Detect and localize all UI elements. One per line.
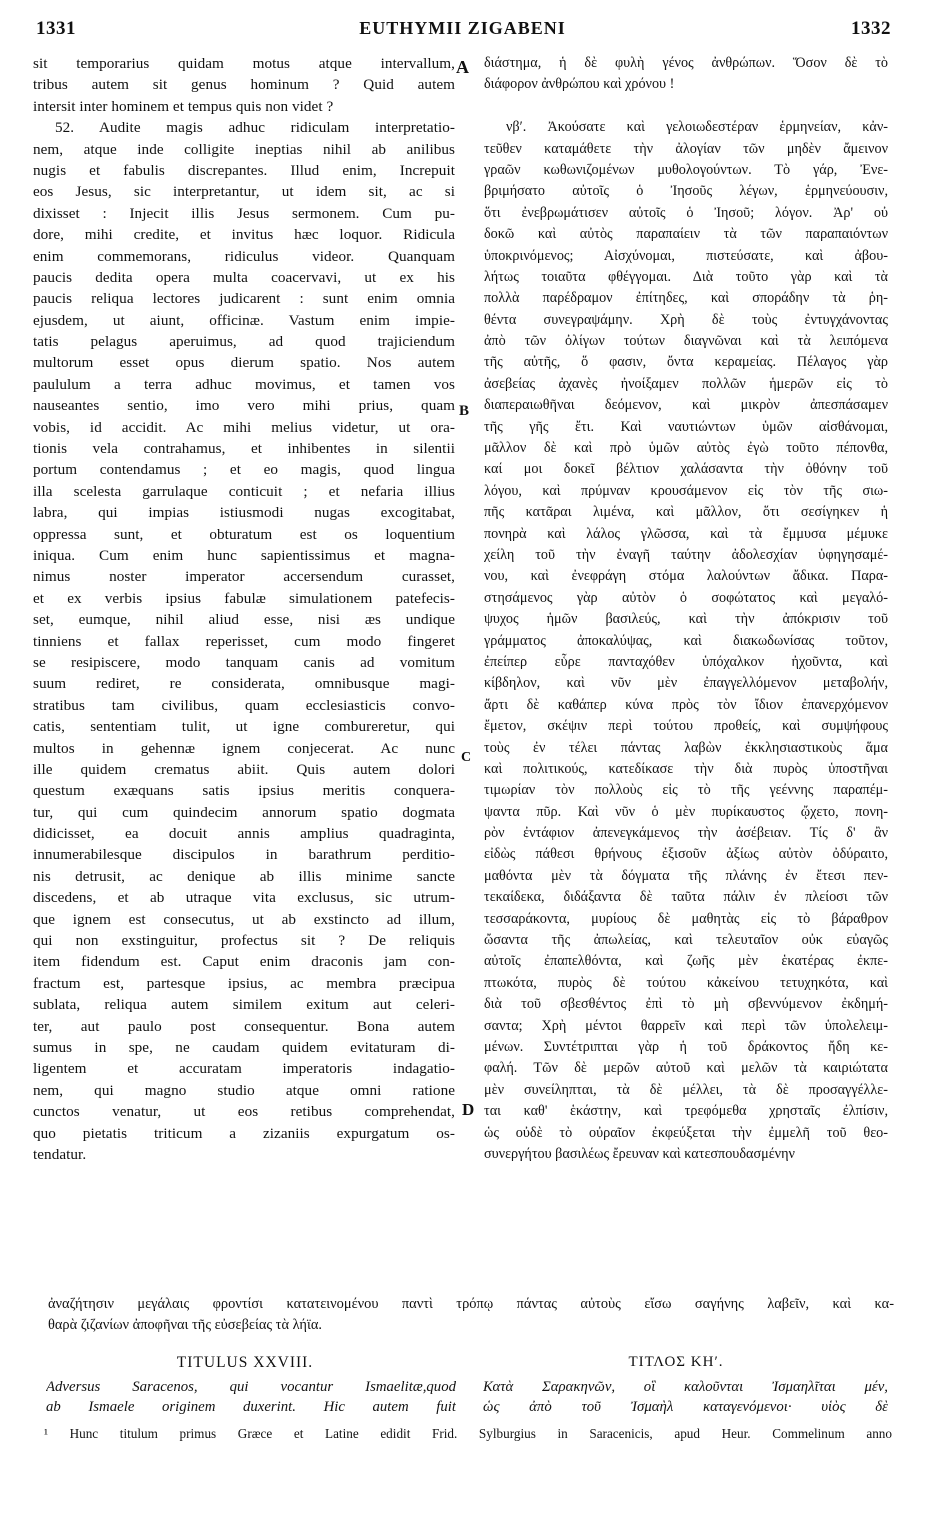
latin-text-line: tribus autem sit genus hominum ? Quid autem [33,76,455,94]
greek-text-line: κίβδηλον, καὶ νῦν μὲν ἐπαγγελλόμενον μεταβολήν, [484,675,888,692]
greek-text-line: τεκαίδεκα, διδάξαντα δὲ ταῦτα πάλιν ἐν πλείοσι τῶν [484,889,888,906]
greek-text-line: συνεργήτου βασιλέως ἔρευναν καὶ κατεσπουδασμένην [484,1145,795,1162]
greek-text-line: πτωκότα, πυρὸς δὲ τούτου κἀκείνου τετυχηκότα, καὶ [484,974,888,991]
right-page-number: 1332 [851,18,891,39]
latin-title: TITULUS XXVIII. [176,1354,314,1371]
latin-column [33,53,455,1165]
latin-text-line: fractum est, partesque ipsius, ac membra præcipua [33,974,455,992]
latin-text-line: multorum esset opus dierum spatio. Nos autem [33,354,455,372]
latin-text-line: catis, sententiam tulit, ut igne combureretur, qui [33,718,455,736]
greek-text-line: χείλη τοῦ τὴν ἐναγῆ ταύτην ἀδολεσχίαν ὑφηγησαμέ- [484,546,888,563]
latin-text-line: portum contendamus ; et eo magis, quod lingua [33,461,455,479]
latin-text-line: didicisset, ea docuit annis amplius quadraginta, [33,825,455,843]
greek-text-line: ὤσαντα τῆς ἀπωλείας, καὶ τελευταῖον οὐκ εὐαγῶς [484,932,888,949]
greek-text-line: τεῦθεν καταμάθετε τὴν ἀλογίαν τῶν μηδὲν ἄμεινον [484,140,888,157]
section-marker-c: C [461,750,472,765]
greek-text-line: διάστημα, ἡ δὲ φυλὴ γένος ἀνθρώπων. Ὅσον δὲ τὸ [484,55,888,71]
latin-text-line: dore, mihi credite, et invitus hæc loquor. Ridicula [33,226,455,244]
greek-text-line: διὰ τοῦ σβεσθέντος ἐπὶ τὸ μὴ σβεννύμενον ἐκδημή- [484,996,888,1013]
latin-text-line: 52. Audite magis adhuc ridiculam interpretatio- [55,119,455,137]
latin-text-line: et ex verbis ipsius fabulæ simulationem patefecis- [33,589,455,607]
latin-text-line: intersit inter hominem et tempus quis non videt ? [33,97,334,115]
latin-text-line: nauseantes sentio, imo vero mihi prius, quam [33,397,455,415]
latin-text-line: innumerabilesque discipulos in barathrum perditio- [33,846,455,864]
latin-text-line: paucis reliqua lectores judicarent : sunt enim omnia [33,290,455,308]
greek-text-line: νβʹ. Ἀκούσατε καὶ γελοιωδεστέραν ἑρμηνείαν, κἀν- [506,119,888,136]
latin-text-line: ter, aut paulo post consequentur. Bona autem [33,1017,455,1035]
greek-text-line: θέντα συνεγραψάμην. Χρὴ δὲ τοὺς ἐντυγχάνοντας [484,311,888,328]
greek-subtitle-line: ὡς ἀπὸ τοῦ Ἰσμαὴλ καταγενόμενοι· υἱὸς δὲ [483,1399,888,1415]
greek-text-line: δοκῶ καὶ αὐτὸς παραπαίειν τὰ τῶν παραπαιόντων [484,226,888,243]
latin-text-line: oppressa sunt, et obturatum est os loquentium [33,525,455,543]
latin-subtitle-line: ab Ismaele originem duxerint. Hic autem fuit [46,1399,456,1415]
latin-text-line: labra, qui impias istiusmodi nugas excogitabat, [33,504,455,522]
greek-text-line: ὅτι ἐνεβρωμάτισεν αὐτοῖς ὁ Ἰησοῦ; λόγον. Ἀρ' οὐ [484,204,888,221]
greek-text-line: καὶ πολιτικούς, κατεδίκασε τὴν διὰ πυρὸς ὑποστῆναι [484,760,888,777]
greek-text-line: ψυχος ἡμῶν βασιλεύς, καὶ τὴν ἀπόκρισιν τοῦ [484,611,888,628]
full-width-text-line: ἀναζήτησιν μεγάλαις φροντίσι κατατεινομένου παντὶ τρόπῳ πάντας αὐτοὺς εἴσω σαγήνης λαβεῖν, καὶ κα- [48,1296,894,1312]
greek-text-line: ψαντα πῦρ. Καὶ νῦν ὁ μὲν πυρίκαυστος ᾤχετο, πονη- [484,803,888,820]
greek-text-line: λήτως τοιαῦτα φθέγγομαι. Διὰ τοῦτο γὰρ καὶ τὰ [484,268,888,285]
latin-text-line: item fidendum est. Caput enim draconis jam con- [33,953,455,971]
latin-text-line: qui non exstinguitur, profectus sit ? De reliquis [33,932,455,950]
greek-text-line: ἀπὸ τῶν ὀλίγων τούτων διαγνῶναι καὶ τὰ λειπόμενα [484,333,888,350]
latin-text-line: ligentem et accuratam imperatoris indagatio- [33,1060,455,1078]
latin-text-line: enim commemorans, ridiculus videor. Quanquam [33,247,455,265]
latin-text-line: tionis vela contrahamus, et inhibentes in silentii [33,440,455,458]
latin-text-line: iniqua. Cum enim hunc sapientissimus et magna- [33,546,455,564]
greek-text-line: πῆς κατᾶραι λιμένα, καὶ μᾶλλον, ὅτι σεσίγηκεν ἡ [484,504,888,521]
greek-text-line: εἰδὼς πάθεσι θρήνους ἐξισοῦν ἀξίως αὐτὸν ὀδύραιτο, [484,846,888,863]
latin-subtitle [46,1377,456,1417]
greek-text-line: λόγου, καὶ πρύμναν κρουσάμενον εἰς τὸν τῆς σιω- [484,482,888,499]
greek-text-line: νου, καὶ ἐνεφράγη στόμα λαλούντων ἄδικα. Παρα- [484,568,888,585]
greek-text-line: τοὺς ἐν τέλει πάντας λαβὼν ἐκκλησιαστικοὺς ἅμα [484,739,888,756]
latin-text-line: suum rediret, re considerata, omnibusque magi- [33,675,455,693]
greek-text-line: ρὸν ἐντάφιον ἀπενεγκάμενος τὴν ἀσέβειαν. Τίς δ' ἂν [484,825,888,842]
latin-text-line: illa scelesta garrulaque conticuit ; et nefaria illius [33,482,455,500]
greek-text-line: ἔμετον, σκέψιν περὶ τούτου προθείς, καὶ συμψήφους [484,718,888,735]
latin-text-line: que ignem est consecutus, ut ab exstincto ad illum, [33,910,455,928]
latin-text-line: nem, qui magno studio atque omni ratione [33,1081,455,1099]
greek-text-line: φαλή. Τῶν δὲ μερῶν αὐτοῦ καὶ μελῶν τὰ καιριώτατα [484,1060,888,1077]
left-page-number: 1331 [36,18,76,39]
greek-text-line: μὲν συνείληπται, τὰ δὲ μέλλει, τὰ δὲ προσαγγέλλε- [484,1081,888,1098]
greek-text-line: καί μοι δοκεῖ βέλτιον χαλάσαντα τὴν ὀθόνην τοῦ [484,461,888,478]
greek-text-line: τῆς αὐτῆς, ὅ φασιν, ὄντα κεραμείας. Πέλαγος γὰρ [484,354,888,371]
greek-text-line: τῆς γῆς ἔτι. Καὶ ναυτιώντων ὑμῶν αἰσθάνομαι, [484,418,888,435]
latin-subtitle-line: Adversus Saracenos, qui vocantur Ismaelitæ,quod [46,1379,456,1395]
latin-text-line: nem, atque inde colligite ineptias nihil ab anilibus [33,140,455,158]
greek-subtitle-line: Κατὰ Σαρακηνῶν, οἳ καλοῦνται Ἰσμαηλῖται μέν, [483,1379,888,1395]
running-title: EUTHYMII ZIGABENI [359,18,566,38]
greek-text-line: μαθόντα μὲν τὰ δόγματα τῆς πλάνης ἐν ἔτεσι πεν- [484,867,888,884]
greek-text-line: σαντα; Χρὴ μέντοι θαρρεῖν καὶ περὶ τῶν ὑπολελειμ- [484,1017,888,1034]
latin-text-line: sumus in spe, ne caudam quidem evitaturam di- [33,1038,455,1056]
latin-text-line: nugis et fabulis discrepantes. Illud enim, Increpuit [33,161,455,179]
latin-text-line: nimus noster imperator accersendum curasset, [33,568,455,586]
greek-text-line: γράμματος ἀποκαλύψας, καὶ διακωδωνίσας τοῦτον, [484,632,888,649]
greek-text-line: πολλὰ παρέδραμον ἐπίτηδες, καὶ σποράδην τὰ ῥη- [484,290,888,307]
full-width-text-line: θαρὰ ζιζανίων ἀποφῆναι τῆς εὐσεβείας τὰ λήϊα. [48,1317,322,1334]
greek-title: ΤΙΤΛΟΣ ΚΗʹ. [628,1354,724,1370]
greek-text-line: γραῶν κωθωνιζομένων μυθολογούντων. Τὸ γάρ, Ἐνε- [484,161,888,178]
latin-text-line: vobis, id accidit. Ac mihi melius videtur, ut ora- [33,418,455,436]
latin-text-line: se resipiscere, modo tanquam canis ad vomitum [33,653,455,671]
section-marker-d: D [462,1100,475,1119]
latin-text-line: eos Jesus, sic interpretantur, ut idem sit, ac si [33,183,455,201]
latin-text-line: discedens, et ab utraque vita exclusus, sic utrum- [33,889,455,907]
latin-text-line: paucis dedita opera multa coacervavi, ut ex his [33,268,455,286]
greek-text-line: μένων. Συντέτριπται γὰρ ἡ τοῦ δράκοντος ἤδη κε- [484,1038,888,1055]
greek-text-line: ὡς οὐδὲ τὸ οὐραῖον ἐκφεύξεται τὴν ἐμμελῆ τοῦ θεο- [484,1124,888,1141]
latin-text-line: ille quidem crematus abiit. Quis autem dolori [33,760,455,778]
greek-column [484,53,888,1165]
latin-text-line: multos in gehennæ ignem conjecerat. Ac nunc [33,739,455,757]
section-marker-a: A [456,57,469,77]
greek-text-line: ὑποκρινόμενος; Αἰσχύνομαι, πιστεύσατε, καὶ ἀβου- [484,247,888,264]
latin-text-line: cunctos venatur, ut eos retibus comprehendat, [33,1103,455,1121]
greek-text-line: ἀσεβείας ἀχανὲς ἠνοίξαμεν πολλῶν ἡμερῶν εἰς τὸ [484,375,888,392]
latin-text-line: questum exæquans satis ipsius meritis conquera- [33,782,455,800]
latin-text-line: stratibus tam civilibus, quam ecclesiasticis convo- [33,696,455,714]
greek-text-line: τιμωρίαν τὸν πολλοὺς εἰς τὸ τῆς γεέννης παραπέμ- [484,782,888,799]
greek-text-line: αὐτοῖς ἐπαπελθόντα, καὶ ζωῆς μὲν ἑκατέρας ἐκπε- [484,953,888,970]
greek-text-line [484,96,888,117]
latin-text-line: paululum a terra adhuc movimus, et tamen vos [33,375,455,393]
greek-text-line: στησάμενος γὰρ αὐτὸν ὁ σοφώτατος καὶ μεγαλό- [484,589,888,606]
latin-text-line: ejusdem, ut aiunt, officinæ. Vastum enim impie- [33,311,455,329]
greek-text-line: πονηρὰ καὶ λάλος γλῶσσα, καὶ τὰ ἔμμυσα μέμυκε [484,525,888,542]
latin-text-line: tatis pelagus aperuimus, ad quod trajiciendum [33,333,455,351]
greek-text-line: ἐπείπερ εὗρε πανταχόθεν ὑπόχαλκον ἠχοῦντα, καὶ [484,653,888,670]
footnote: ¹ Hunc titulum primus Græce et Latine edidit Frid. Sylburgius in Saracenicis, apud Heur. Commelinum anno [44,1426,892,1441]
latin-text-line: tur, qui cum quindecim annorum spatio dogmata [33,803,455,821]
latin-text-line: nis detrusit, ac denique ab illis minime sancte [33,867,455,885]
greek-text-line: διάφορον ἀνθρώπου καὶ χρόνου ! [484,76,675,93]
greek-text-line: ται καθ' ἑκάστην, καὶ τρεφόμεθα χρησταῖς ἐλπίσιν, [484,1103,888,1120]
greek-subtitle [483,1377,888,1417]
full-width-greek-text [48,1294,894,1337]
greek-text-line: βριμήσατο αὐτοῖς ὁ Ἰησοῦς λέγων, ἑρμηνεύουσιν, [484,183,888,200]
latin-text-line: sublata, reliqua autem similem exitum aut celeri- [33,996,455,1014]
latin-text-line: dixisset : Injecit illis Jesus sermonem. Cum pu- [33,204,455,222]
latin-text-line: tendatur. [33,1145,87,1163]
latin-text-line: tinniens et fallax reperisset, cum modo fingeret [33,632,455,650]
latin-text-line: sit temporarius quidam motus atque intervallum, [33,55,455,72]
greek-text-line: διαπεραιωθῆναι δεόμενον, καὶ μικρὸν ἀπεσπάσαμεν [484,397,888,414]
greek-text-line: ἄρτι δὲ καθάπερ κύνα πρὸς τὸν ἴδιον ἐπανερχόμενον [484,696,888,713]
greek-text-line: τεσσαράκοντα, μυρίους δὲ μαθητὰς εἰς τὸ βάραθρον [484,910,888,927]
section-marker-b: B [459,403,470,419]
greek-text-line: μᾶλλον δὲ καὶ πρὸ ὑμῶν αὐτὸς ἐγὼ τοῦτο πέπονθα, [484,440,888,457]
latin-text-line: quo pietatis triticum a zizaniis expurgatum os- [33,1124,455,1142]
latin-text-line: set, eumque, nihil aliud esse, nisi æs undique [33,611,455,629]
